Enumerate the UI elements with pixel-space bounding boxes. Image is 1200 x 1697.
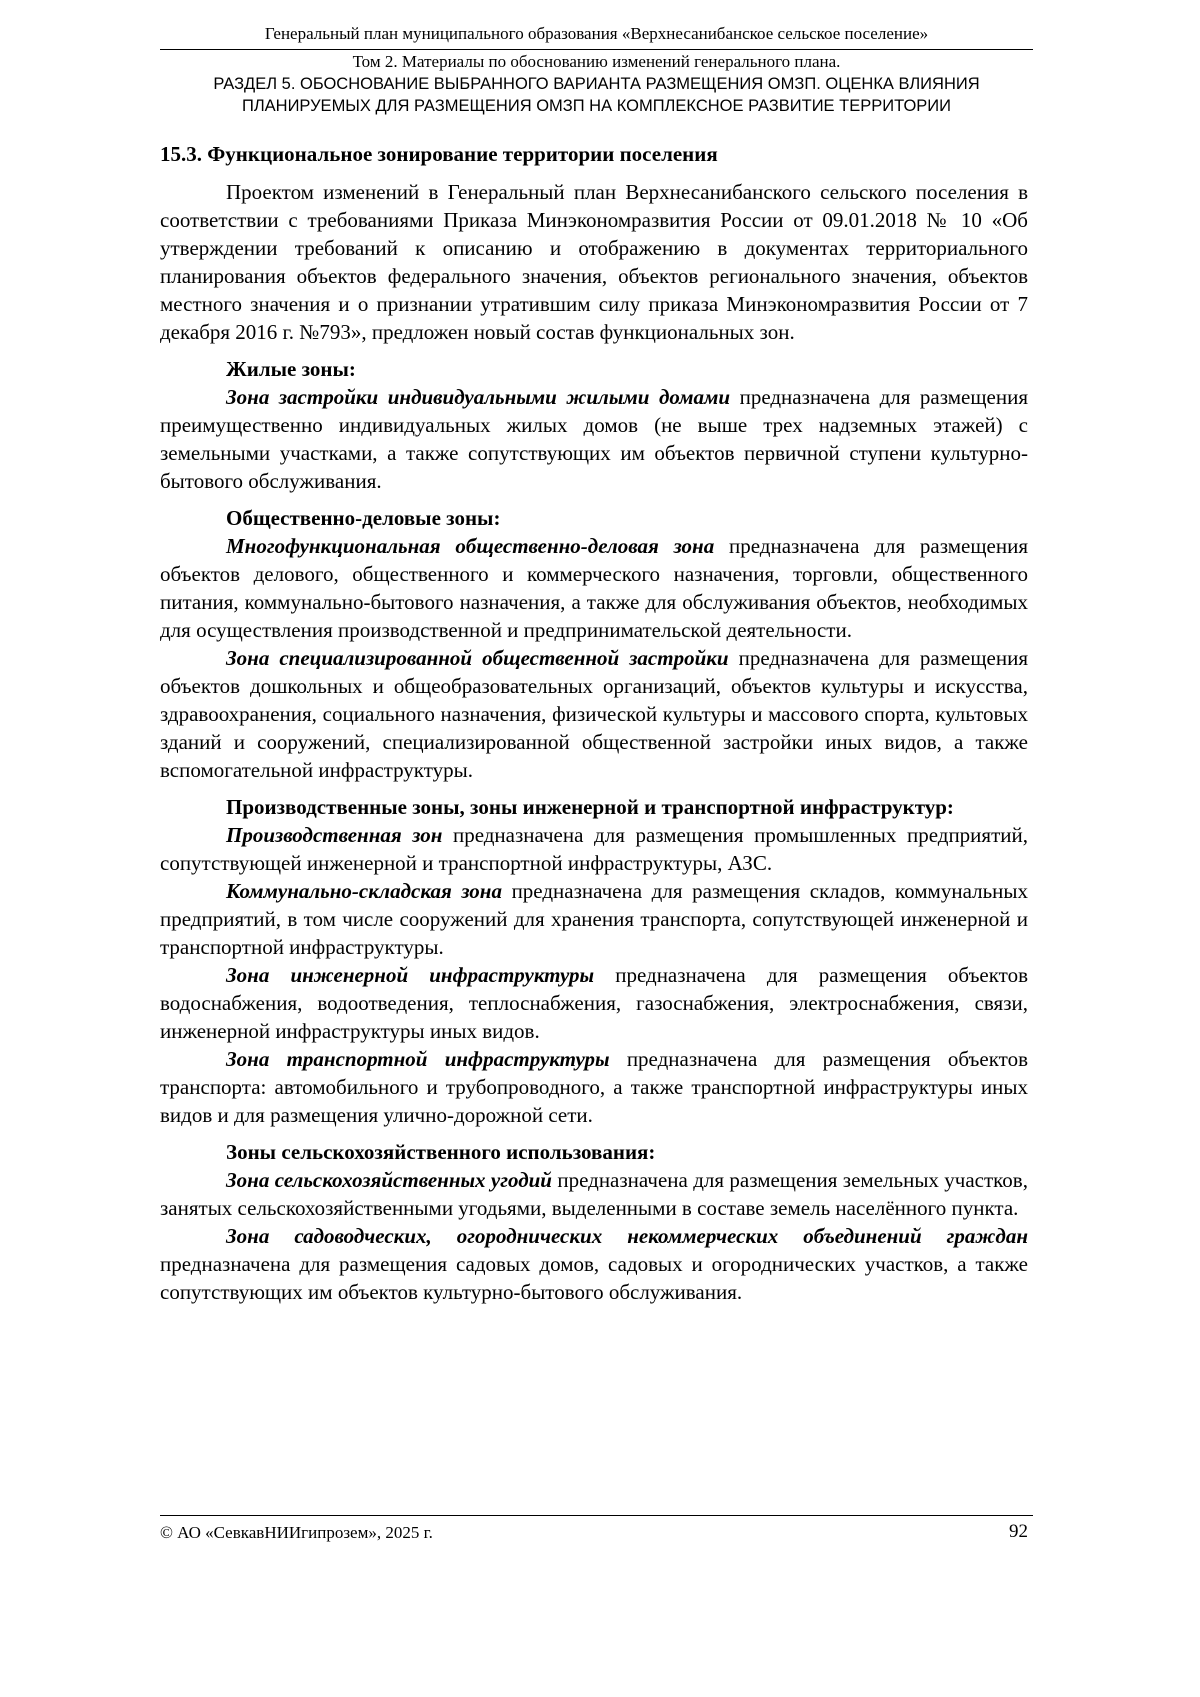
footer-divider	[160, 1515, 1033, 1516]
running-header-block	[160, 51, 1033, 117]
zone-name: Производственная зон	[226, 823, 443, 847]
page-number: 92	[1009, 1521, 1028, 1542]
section-heading: 15.3. Функциональное зонирование территории поселения	[160, 142, 718, 166]
zone-name: Зона инженерной инфраструктуры	[226, 963, 595, 987]
zone-description: предназначена для размещения объектов делового, общественного и коммерческого назначения, торговли, общественного питания, коммунально-бытового назначения, а также для обслуживания объектов, необходимых для осуществления производственной и предпринимательской деятельности.	[160, 534, 1028, 642]
header-section-line1: РАЗДЕЛ 5. ОБОСНОВАНИЕ ВЫБРАННОГО ВАРИАНТА РАЗМЕЩЕНИЯ ОМЗП. ОЦЕНКА ВЛИЯНИЯ	[213, 75, 980, 93]
zone-name: Зона садоводческих, огороднических некоммерческих объединений граждан	[226, 1224, 1028, 1248]
zone-name: Зона сельскохозяйственных угодий	[226, 1168, 552, 1192]
zone-paragraph	[160, 877, 1028, 961]
zone-description: предназначена для размещения объектов водоснабжения, водоотведения, теплоснабжения, газоснабжения, электроснабжения, связи, инженерной инфраструктуры иных видов.	[160, 963, 1028, 1043]
zone-group-heading-residential: Жилые зоны:	[226, 357, 356, 381]
zone-paragraph	[160, 821, 1028, 877]
header-divider	[160, 49, 1033, 50]
header-section-line2: ПЛАНИРУЕМЫХ ДЛЯ РАЗМЕЩЕНИЯ ОМЗП НА КОМПЛЕКСНОЕ РАЗВИТИЕ ТЕРРИТОРИИ	[241, 97, 952, 115]
running-header-title: Генеральный план муниципального образования «Верхнесанибанское сельское поселение»	[264, 24, 929, 43]
intro-paragraph: Проектом изменений в Генеральный план Верхнесанибанского сельского поселения в соответствии с требованиями Приказа Минэкономразвития России от 09.01.2018 № 10 «Об утверждении требований к описанию и отображению в документах территориального планирования объектов федерального значения, объектов регионального значения, объектов местного значения и о признании утратившим силу приказа Минэкономразвития России от 7 декабря 2016 г. №793», предложен новый состав функциональных зон.	[160, 180, 1028, 344]
zone-paragraph	[160, 644, 1028, 784]
zone-description: предназначена для размещения складов, коммунальных предприятий, в том числе сооружений для хранения транспорта, сопутствующей инженерной и транспортной инфраструктуры.	[160, 879, 1028, 959]
zone-description: предназначена для размещения земельных участков, занятых сельскохозяйственными угодьями, выделенными в составе земель населённого пункта.	[160, 1168, 1028, 1220]
zone-paragraph	[160, 532, 1028, 644]
zone-paragraph	[160, 1045, 1028, 1129]
header-volume: Том 2. Материалы по обоснованию изменений генерального плана.	[352, 52, 841, 71]
zone-name: Коммунально-складская зона	[226, 879, 502, 903]
zone-description: предназначена для размещения объектов транспорта: автомобильного и трубопроводного, а также транспортной инфраструктуры иных видов и для размещения улично-дорожной сети.	[160, 1047, 1028, 1127]
document-body	[160, 140, 1028, 1306]
zone-group-heading-industrial: Производственные зоны, зоны инженерной и транспортной инфраструктур:	[226, 795, 954, 819]
zone-description: предназначена для размещения садовых домов, садовых и огороднических участков, а также сопутствующих им объектов культурно-бытового обслуживания.	[160, 1252, 1028, 1304]
zone-description: предназначена для размещения объектов дошкольных и общеобразовательных организаций, объектов культуры и искусства, здравоохранения, социального назначения, физической культуры и массового спорта, культовых зданий и сооружений, специализированной общественной застройки иных видов, а также вспомогательной инфраструктуры.	[160, 646, 1028, 782]
zone-description: предназначена для размещения преимущественно индивидуальных жилых домов (не выше трех надземных этажей) с земельными участками, а также сопутствующих им объектов первичной ступени культурно-бытового обслуживания.	[160, 385, 1028, 493]
zone-group-heading-business: Общественно-деловые зоны:	[226, 506, 501, 530]
zone-paragraph	[160, 1166, 1028, 1222]
zone-name: Зона транспортной инфраструктуры	[226, 1047, 610, 1071]
zone-paragraph	[160, 383, 1028, 495]
zone-name: Зона специализированной общественной застройки	[226, 646, 729, 670]
zone-name: Многофункциональная общественно-деловая зона	[226, 534, 715, 558]
zone-description: предназначена для размещения промышленных предприятий, сопутствующей инженерной и транспортной инфраструктуры, АЗС.	[160, 823, 1028, 875]
zone-name: Зона застройки индивидуальными жилыми домами	[226, 385, 731, 409]
zone-paragraph	[160, 1222, 1028, 1306]
footer-copyright: © АО «СевкавНИИгипрозем», 2025 г.	[160, 1523, 433, 1542]
zone-group-heading-agricultural: Зоны сельскохозяйственного использования:	[226, 1140, 656, 1164]
zone-paragraph	[160, 961, 1028, 1045]
